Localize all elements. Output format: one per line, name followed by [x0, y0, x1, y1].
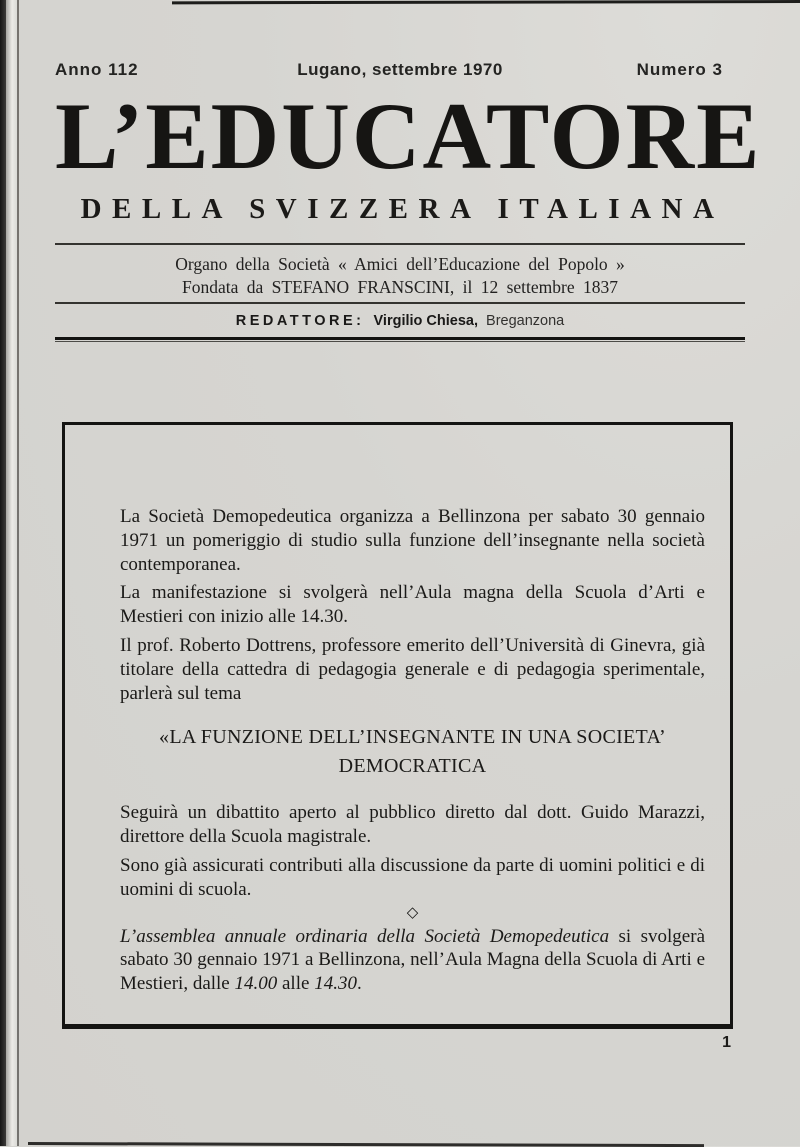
announcement-box — [62, 422, 733, 1029]
editor-line — [55, 311, 745, 331]
editor-name: Virgilio Chiesa, — [373, 313, 478, 329]
masthead-title: L’EDUCATORE — [55, 83, 762, 189]
scan-bottom-edge-line — [28, 1142, 704, 1147]
assembly-notice-time-2: 14.30 — [314, 973, 357, 995]
scan-left-edge-line — [17, 0, 19, 1146]
lecture-title-heading — [120, 723, 705, 781]
divider-rule-middle — [55, 302, 745, 304]
issue-place-date: Lugano, settembre 1970 — [297, 60, 503, 79]
page-number: 1 — [722, 1034, 731, 1051]
assembly-notice-time-1: 14.00 — [234, 973, 278, 995]
assembly-notice-italic-lead: L’assemblea annuale ordinaria della Società Demopedeutica — [120, 925, 610, 947]
announcement-paragraph-4: Seguirà un dibattito aperto al pubblico diretto dal dott. Guido Marazzi, direttore della Scuola magistrale. — [120, 802, 705, 848]
issue-info-row — [55, 60, 745, 80]
issue-number: Numero 3 — [636, 60, 723, 79]
organo-line: Organo della Società « Amici dell’Educazione del Popolo » — [175, 254, 625, 274]
issue-year: Anno 112 — [55, 60, 139, 79]
divider-rule-thick — [55, 337, 745, 342]
announcement-paragraph-3: Il prof. Roberto Dottrens, professore emerito dell’Università di Ginevra, già titolare della cattedra di pedagogia generale e di pedagogia sperimentale, parlerà sul tema — [120, 634, 705, 704]
editor-place: Breganzona — [486, 313, 565, 329]
announcement-paragraph-2: La manifestazione si svolgerà nell’Aula magna della Scuola d’Arti e Mestieri con inizio alle 14.30. — [120, 582, 705, 628]
diamond-icon: ◇ — [406, 904, 419, 921]
assembly-notice-roman-mid: si svolgerà sabato 30 gennaio 1971 a Bellinzona, nell’Aula Magna della Scuola di Arti e Mestieri, dalle — [120, 925, 706, 995]
lecture-title-line-1: «LA FUNZIONE DELL’INSEGNANTE IN UNA SOCIETA’ — [159, 726, 666, 749]
lecture-title-line-2: DEMOCRATICA — [338, 755, 487, 778]
page-content — [55, 0, 762, 1029]
assembly-notice-period: . — [356, 973, 362, 995]
divider-rule-top — [55, 243, 745, 245]
scan-left-page-edge — [6, 0, 17, 1146]
editor-label: REDATTORE: — [235, 313, 365, 329]
announcement-paragraph-5: Sono già assicurati contributi alla discussione da parte di uomini politici e di uomini di scuola. — [120, 854, 705, 900]
assembly-notice-roman-alle: alle — [277, 973, 315, 995]
announcement-paragraph-1: La Società Demopedeutica organizza a Bellinzona per sabato 30 gennaio 1971 un pomeriggio di studio sulla funzione dell’insegnante nella società contemporanea. — [120, 506, 705, 575]
society-lines — [55, 253, 745, 299]
assembly-notice-paragraph — [120, 925, 705, 996]
masthead-subtitle: DELLA SVIZZERA ITALIANA — [80, 193, 725, 225]
fondata-line: Fondata da STEFANO FRANSCINI, il 12 settembre 1837 — [182, 277, 618, 297]
